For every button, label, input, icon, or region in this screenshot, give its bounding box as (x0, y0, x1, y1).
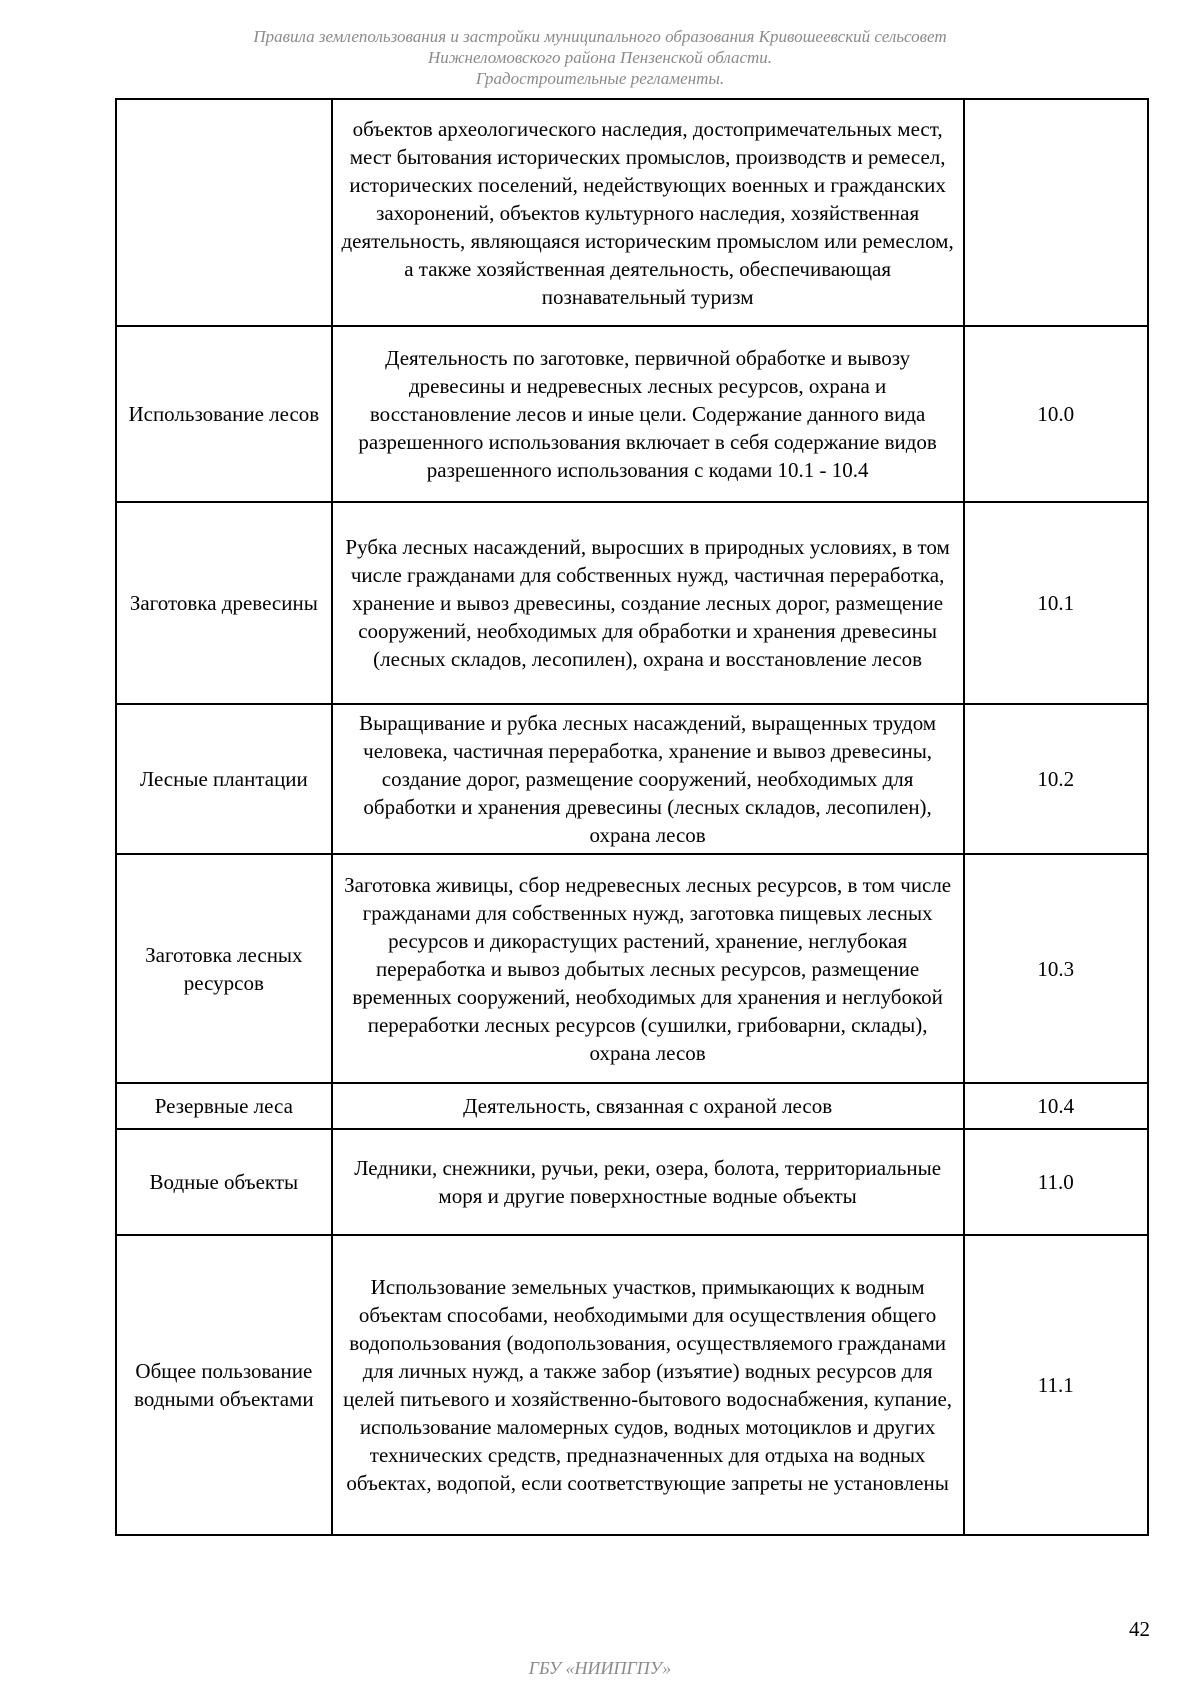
running-header (0, 26, 1200, 89)
use-name-cell: Резервные леса (116, 1083, 332, 1129)
use-name-cell: Общее пользование водными объектами (116, 1235, 332, 1535)
table-row (116, 854, 1148, 1083)
use-name-cell: Использование лесов (116, 326, 332, 502)
use-code-cell: 10.4 (964, 1083, 1148, 1129)
page-number: 42 (1129, 1617, 1150, 1641)
table-row (116, 502, 1148, 704)
use-code-cell: 10.1 (964, 502, 1148, 704)
table-row (116, 1129, 1148, 1235)
use-code-cell: 10.0 (964, 326, 1148, 502)
use-code-cell: 10.3 (964, 854, 1148, 1083)
use-description-cell: Выращивание и рубка лесных насаждений, выращенных трудом человека, частичная переработка, хранение и вывоз древесины, создание дорог, размещение сооружений, необходимых для обработки и хранения древесины (лесных складов, лесопилен), охрана лесов (332, 704, 964, 854)
use-name-cell: Заготовка лесных ресурсов (116, 854, 332, 1083)
use-code-cell: 11.0 (964, 1129, 1148, 1235)
use-description-cell: Заготовка живицы, сбор недревесных лесных ресурсов, в том числе гражданами для собственных нужд, заготовка пищевых лесных ресурсов и дикорастущих растений, хранение, неглубокая переработка и вывоз добытых лесных ресурсов, размещение временных сооружений, необходимых для хранения и неглубокой переработки лесных ресурсов (сушилки, грибоварни, склады), охрана лесов (332, 854, 964, 1083)
use-name-cell: Водные объекты (116, 1129, 332, 1235)
use-description-cell: Деятельность, связанная с охраной лесов (332, 1083, 964, 1129)
use-description-cell: Рубка лесных насаждений, выросших в природных условиях, в том числе гражданами для собственных нужд, частичная переработка, хранение и вывоз древесины, создание лесных дорог, размещение сооружений, необходимых для обработки и хранения древесины (лесных складов, лесопилен), охрана и восстановление лесов (332, 502, 964, 704)
header-line: Правила землепользования и застройки муниципального образования Кривошеевский сельсовет (253, 27, 947, 46)
header-line: Нижнеломовского района Пензенской области. (427, 48, 773, 67)
table-row (116, 1083, 1148, 1129)
table-row (116, 99, 1148, 326)
use-description-cell: Использование земельных участков, примыкающих к водным объектам способами, необходимыми для осуществления общего водопользования (водопользования, осуществляемого гражданами для личных нужд, а также забор (изъятие) водных ресурсов для целей питьевого и хозяйственно-бытового водоснабжения, купание, использование маломерных судов, водных мотоциклов и других технических средств, предназначенных для отдыха на водных объектах, водопой, если соответствующие запреты не установлены (332, 1235, 964, 1535)
use-code-cell: 10.2 (964, 704, 1148, 854)
use-code-cell: 11.1 (964, 1235, 1148, 1535)
table-row (116, 1235, 1148, 1535)
use-description-cell: объектов археологического наследия, достопримечательных мест, мест бытования исторических промыслов, производств и ремесел, исторических поселений, недействующих военных и гражданских захоронений, объектов культурного наследия, хозяйственная деятельность, являющаяся историческим промыслом или ремеслом, а также хозяйственная деятельность, обеспечивающая познавательный туризм (332, 99, 964, 326)
use-code-cell (964, 99, 1148, 326)
use-name-cell: Лесные плантации (116, 704, 332, 854)
use-description-cell: Деятельность по заготовке, первичной обработке и вывозу древесины и недревесных лесных ресурсов, охрана и восстановление лесов и иные цели. Содержание данного вида разрешенного использования включает в себя содержание видов разрешенного использования с кодами 10.1 - 10.4 (332, 326, 964, 502)
table-row (116, 326, 1148, 502)
running-footer: ГБУ «НИИПГПУ» (528, 1658, 672, 1678)
use-description-cell: Ледники, снежники, ручьи, реки, озера, болота, территориальные моря и другие поверхностные водные объекты (332, 1129, 964, 1235)
use-name-cell (116, 99, 332, 326)
land-use-table (115, 98, 1149, 1536)
table-row (116, 704, 1148, 854)
header-line: Градостроительные регламенты. (475, 69, 725, 88)
use-name-cell: Заготовка древесины (116, 502, 332, 704)
